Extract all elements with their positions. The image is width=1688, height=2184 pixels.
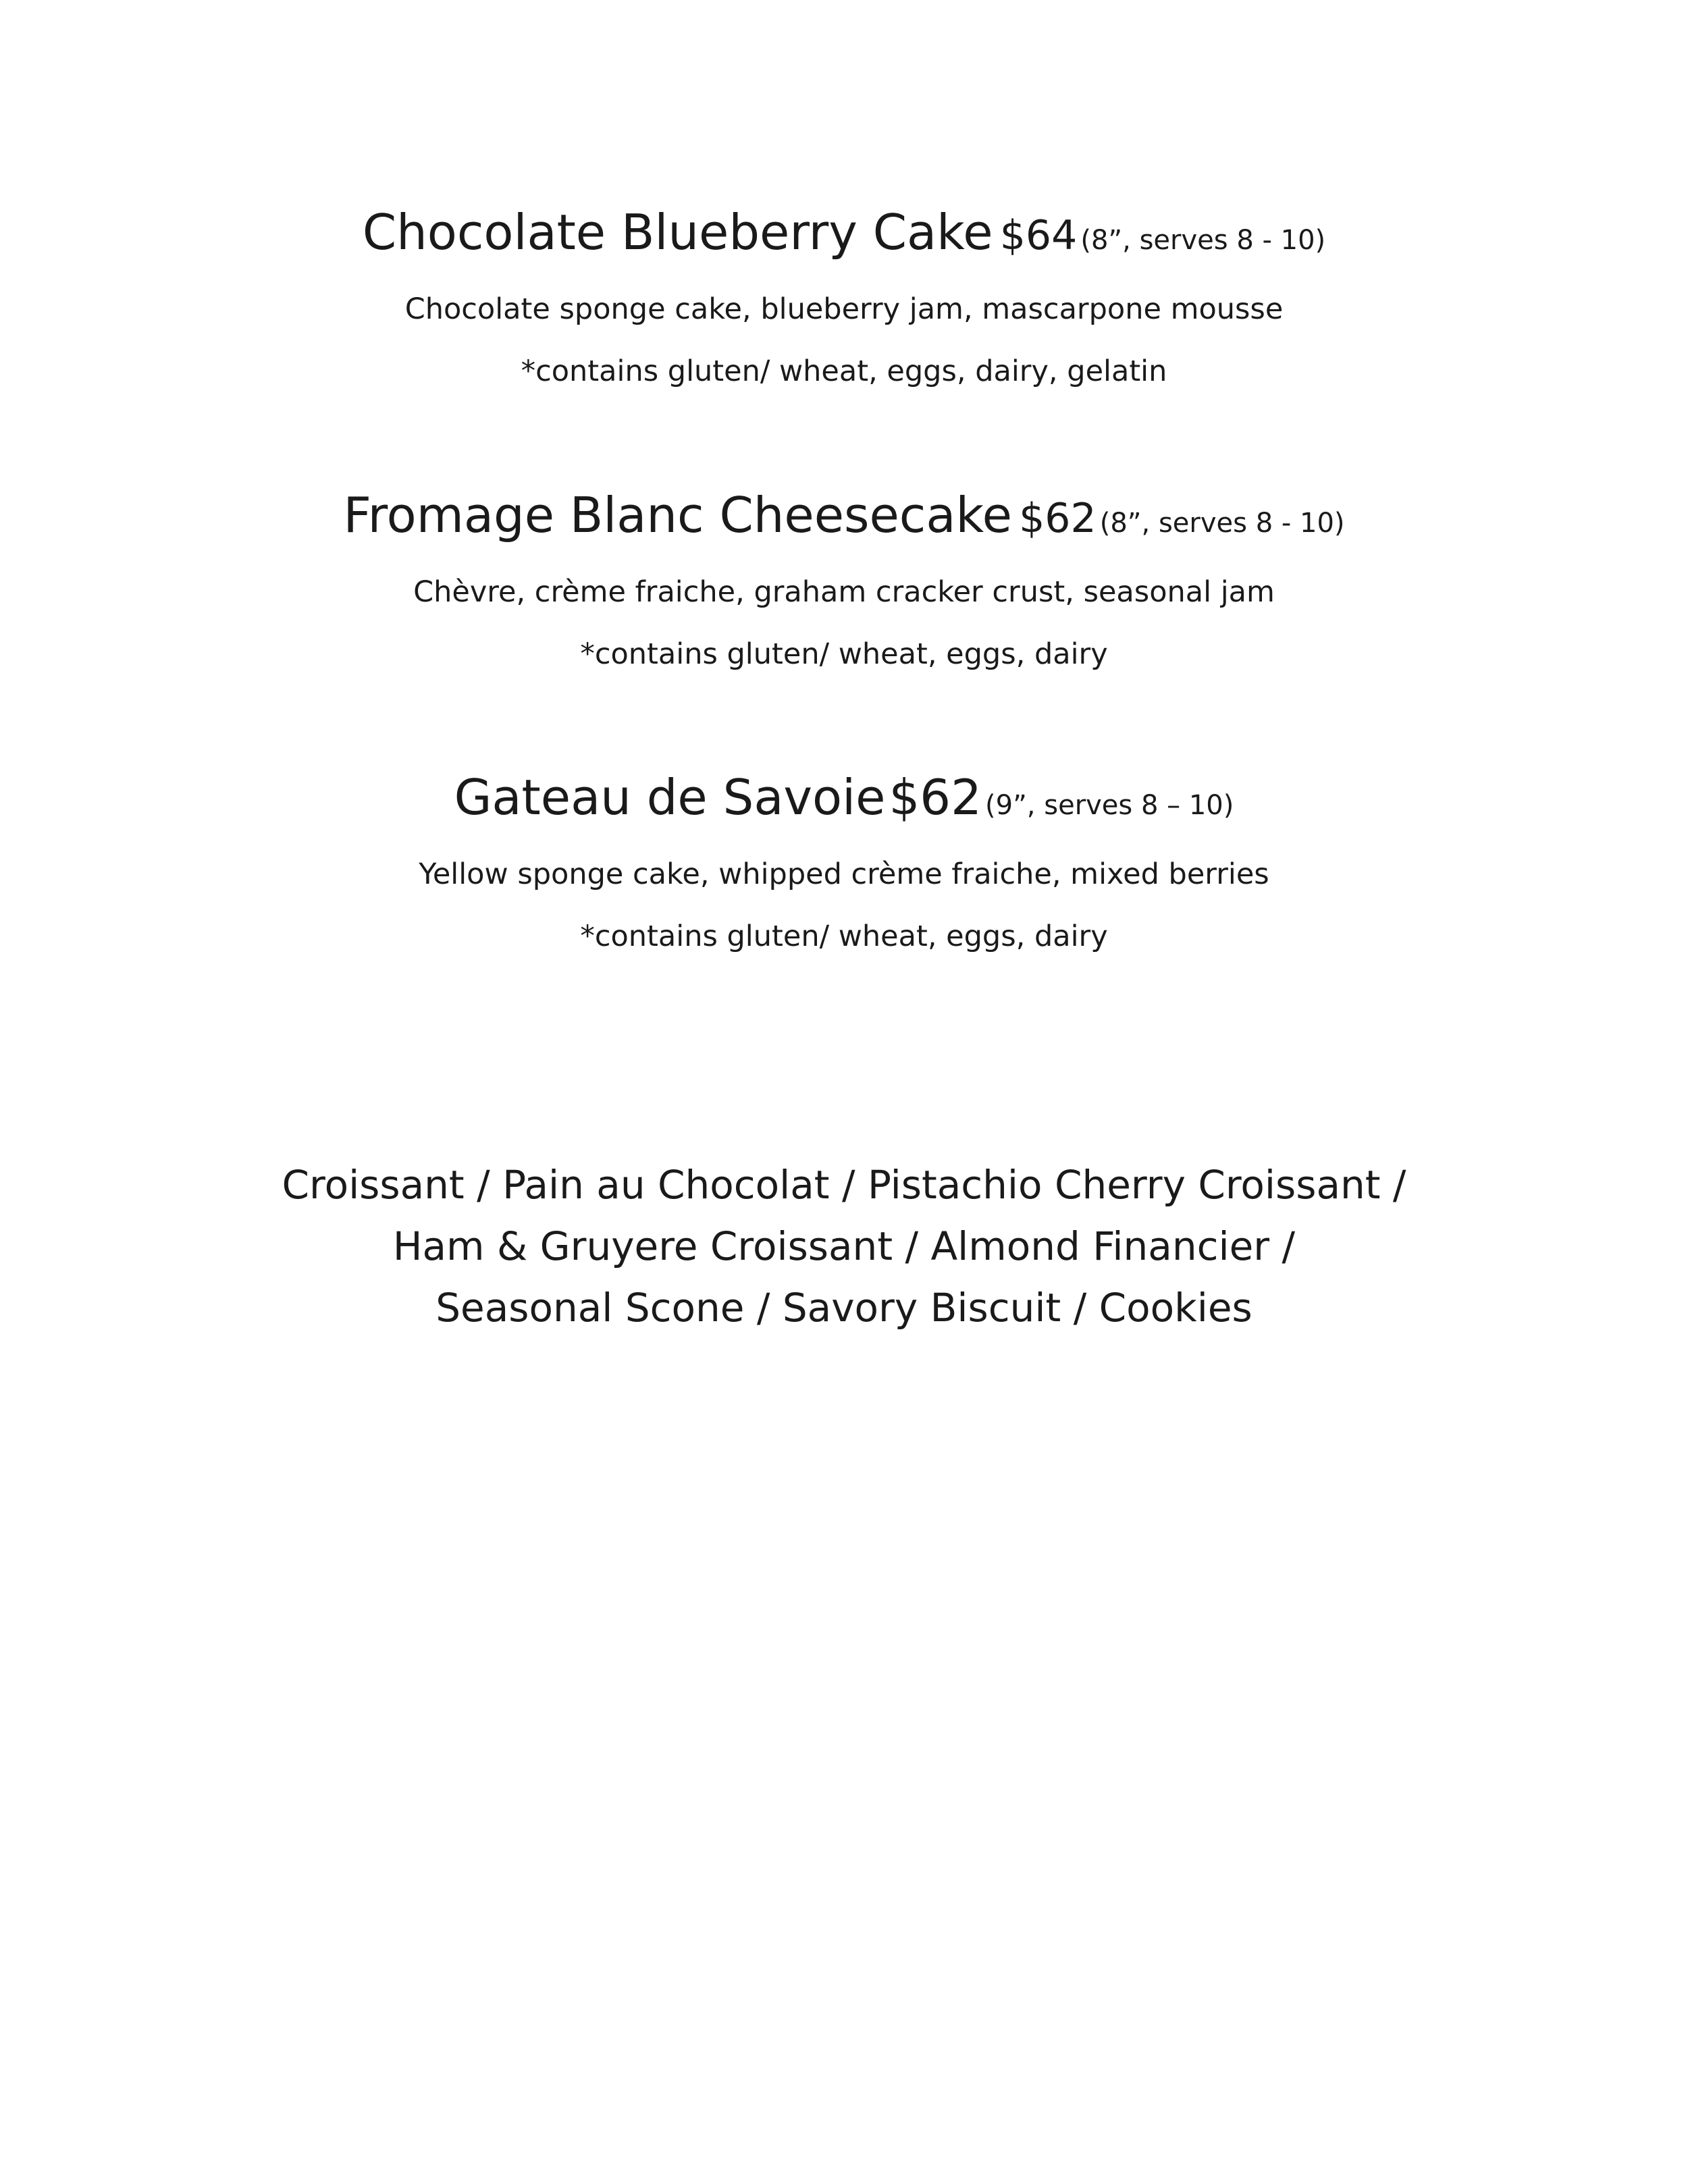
cake-description: Yellow sponge cake, whipped crème fraiche, mixed berries	[419, 857, 1269, 891]
cake-description: Chèvre, crème fraiche, graham cracker crust, seasonal jam	[413, 575, 1275, 609]
cake-allergens: *contains gluten/ wheat, eggs, dairy	[580, 920, 1108, 953]
cake-allergens: *contains gluten/ wheat, eggs, dairy, gelatin	[521, 354, 1167, 388]
menu-item-title	[0, 204, 1688, 261]
cake-price: $64	[999, 212, 1078, 259]
menu-item-title	[0, 769, 1688, 826]
cake-size: (8”, serves 8 - 10)	[1099, 508, 1345, 539]
cake-size: (9”, serves 8 – 10)	[985, 790, 1234, 821]
pastry-line: Croissant / Pain au Chocolat / Pistachio Cherry Croissant /	[282, 1162, 1406, 1208]
menu-item-gateau-de-savoie	[0, 769, 1688, 953]
menu-item-title	[0, 487, 1688, 543]
cake-name: Fromage Blanc Cheesecake	[343, 487, 1012, 543]
menu-item-fromage-blanc-cheesecake	[0, 487, 1688, 671]
cake-allergens: *contains gluten/ wheat, eggs, dairy	[580, 637, 1108, 671]
cake-size: (8”, serves 8 - 10)	[1080, 225, 1326, 256]
cake-description: Chocolate sponge cake, blueberry jam, mascarpone mousse	[404, 292, 1284, 326]
menu-item-chocolate-blueberry-cake	[0, 204, 1688, 388]
pastry-line: Ham & Gruyere Croissant / Almond Financier /	[392, 1223, 1296, 1269]
cake-name: Chocolate Blueberry Cake	[362, 204, 993, 261]
cake-name: Gateau de Savoie	[454, 769, 886, 826]
pastry-list	[0, 1154, 1688, 1339]
cake-price: $62	[889, 769, 982, 826]
pastry-line: Seasonal Scone / Savory Biscuit / Cookies	[436, 1285, 1252, 1331]
cake-price: $62	[1019, 495, 1097, 542]
